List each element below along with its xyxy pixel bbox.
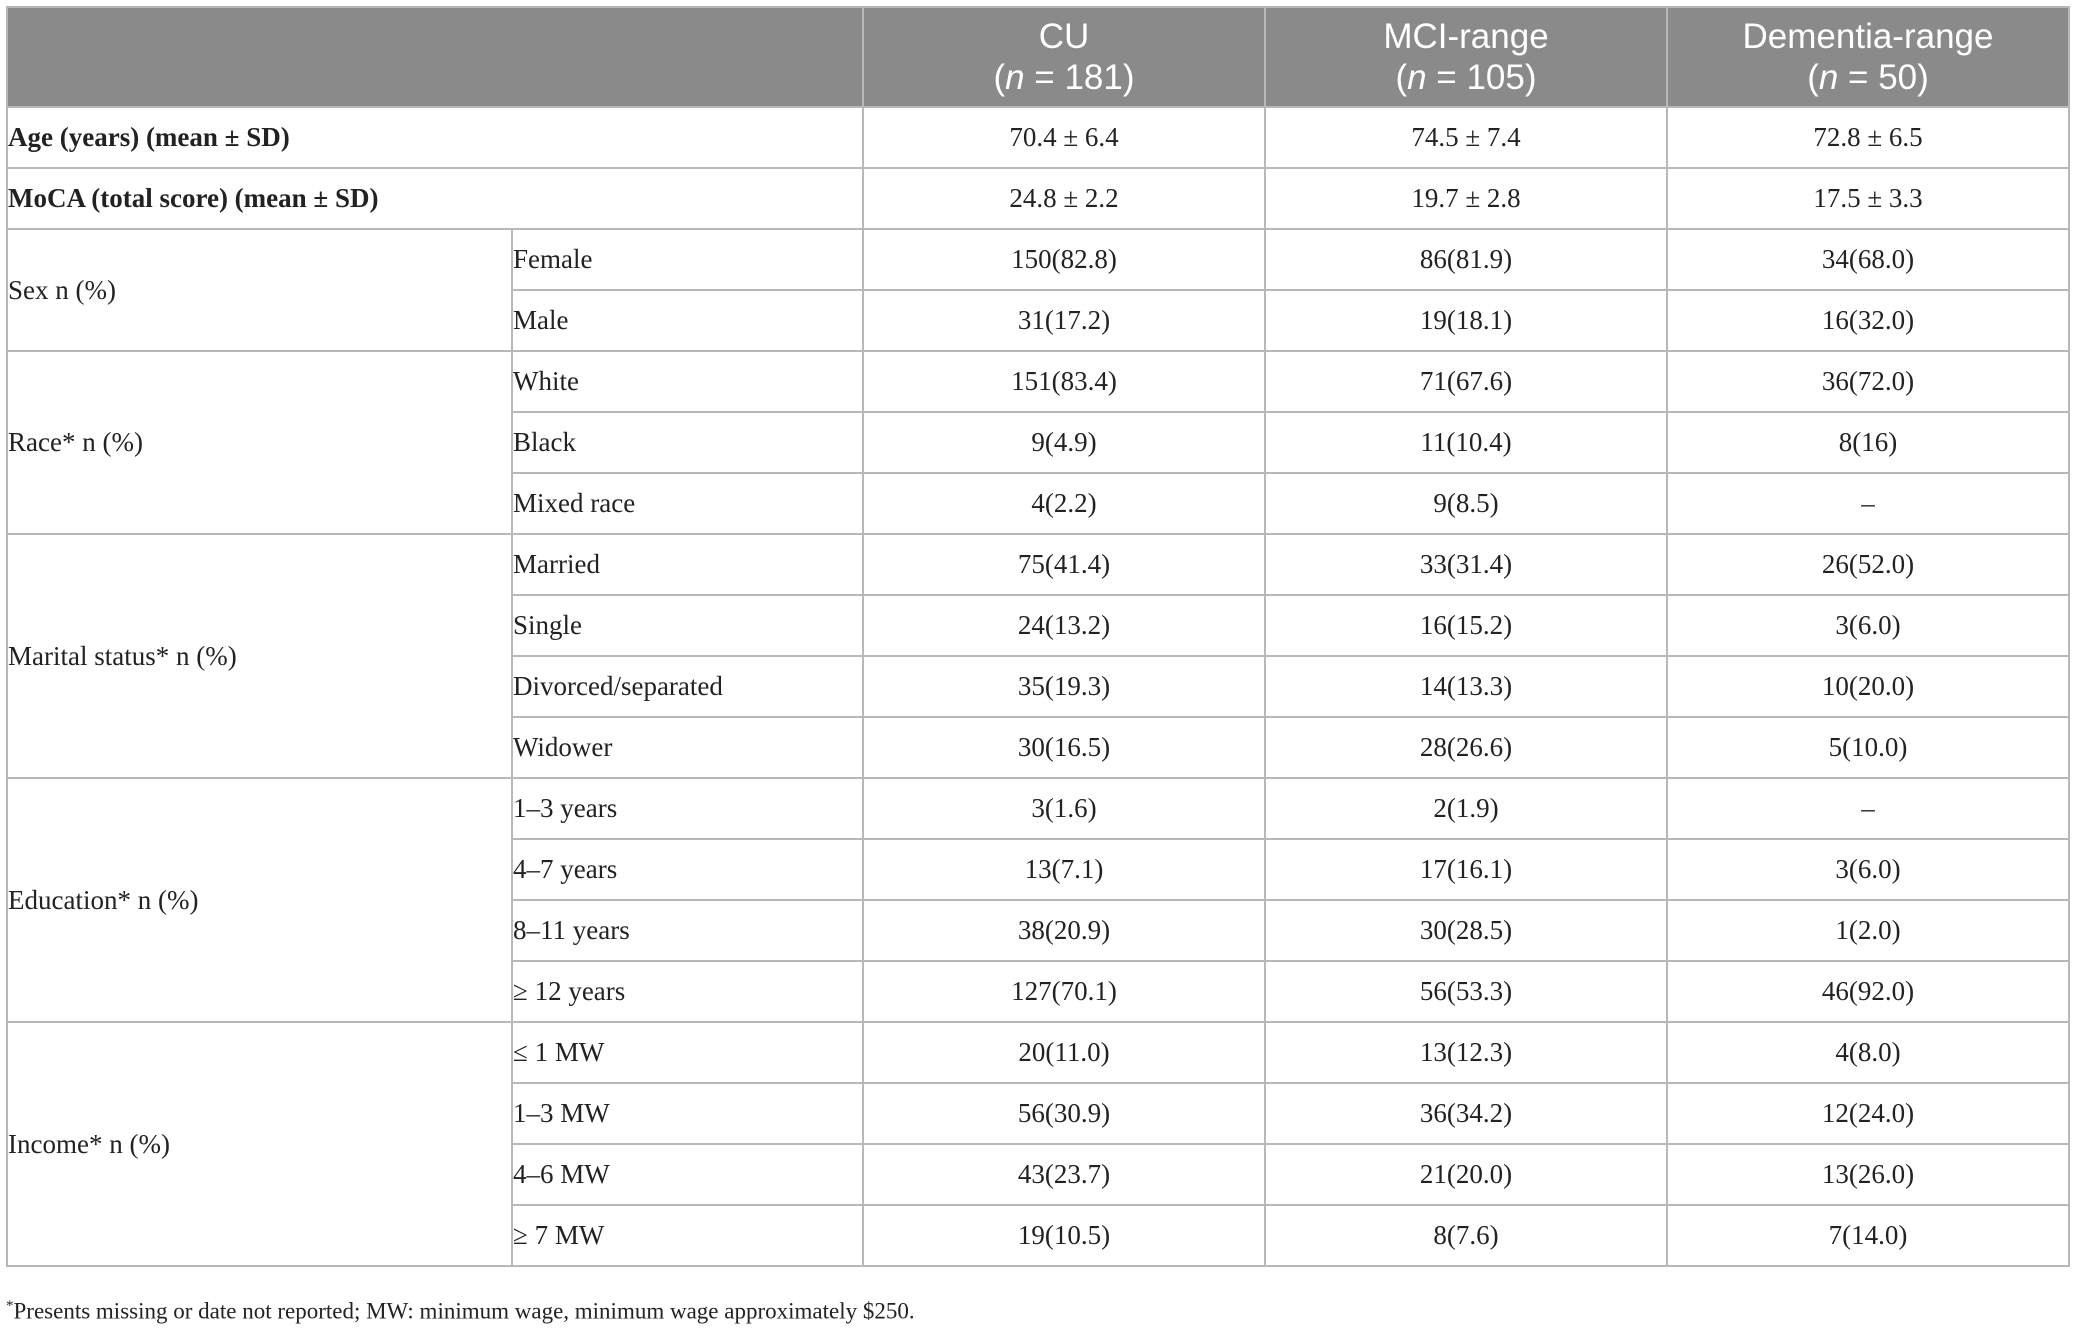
header-empty-cell <box>7 7 863 107</box>
group-label: Education* n (%) <box>7 778 512 1022</box>
header-label: MCI-range <box>1383 17 1549 56</box>
category-label: ≥ 12 years <box>512 961 863 1022</box>
category-label: 1–3 MW <box>512 1083 863 1144</box>
header-n: (n = 50) <box>1807 58 1929 97</box>
category-label: Divorced/separated <box>512 656 863 717</box>
value-cell: 26(52.0) <box>1667 534 2069 595</box>
value-cell: 150(82.8) <box>863 229 1265 290</box>
value-cell: 10(20.0) <box>1667 656 2069 717</box>
value-cell: 19(10.5) <box>863 1205 1265 1266</box>
value-cell: 43(23.7) <box>863 1144 1265 1205</box>
value-cell: 75(41.4) <box>863 534 1265 595</box>
value-cell: – <box>1667 473 2069 534</box>
value-cell: 72.8 ± 6.5 <box>1667 107 2069 168</box>
value-cell: 7(14.0) <box>1667 1205 2069 1266</box>
value-cell: 31(17.2) <box>863 290 1265 351</box>
summary-row <box>7 168 2069 229</box>
value-cell: 13(12.3) <box>1265 1022 1667 1083</box>
value-cell: – <box>1667 778 2069 839</box>
value-cell: 3(6.0) <box>1667 839 2069 900</box>
value-cell: 14(13.3) <box>1265 656 1667 717</box>
header-n: (n = 105) <box>1395 58 1537 97</box>
header-mci <box>1265 7 1667 107</box>
value-cell: 86(81.9) <box>1265 229 1667 290</box>
value-cell: 56(53.3) <box>1265 961 1667 1022</box>
category-label: White <box>512 351 863 412</box>
value-cell: 71(67.6) <box>1265 351 1667 412</box>
category-label: ≤ 1 MW <box>512 1022 863 1083</box>
value-cell: 5(10.0) <box>1667 717 2069 778</box>
category-label: 8–11 years <box>512 900 863 961</box>
footnote: *Presents missing or date not reported; MW: minimum wage, minimum wage approximately $250. <box>6 1298 915 1324</box>
value-cell: 30(28.5) <box>1265 900 1667 961</box>
category-label: Married <box>512 534 863 595</box>
value-cell: 16(32.0) <box>1667 290 2069 351</box>
value-cell: 20(11.0) <box>863 1022 1265 1083</box>
group-label: Sex n (%) <box>7 229 512 351</box>
category-label: Single <box>512 595 863 656</box>
value-cell: 11(10.4) <box>1265 412 1667 473</box>
value-cell: 74.5 ± 7.4 <box>1265 107 1667 168</box>
table-row <box>7 351 2069 412</box>
category-label: Male <box>512 290 863 351</box>
value-cell: 56(30.9) <box>863 1083 1265 1144</box>
table-row <box>7 1022 2069 1083</box>
category-label: ≥ 7 MW <box>512 1205 863 1266</box>
value-cell: 17.5 ± 3.3 <box>1667 168 2069 229</box>
category-label: 4–7 years <box>512 839 863 900</box>
value-cell: 9(8.5) <box>1265 473 1667 534</box>
table-row <box>7 229 2069 290</box>
group-label: Income* n (%) <box>7 1022 512 1266</box>
value-cell: 28(26.6) <box>1265 717 1667 778</box>
value-cell: 19.7 ± 2.8 <box>1265 168 1667 229</box>
category-label: 4–6 MW <box>512 1144 863 1205</box>
value-cell: 13(26.0) <box>1667 1144 2069 1205</box>
demographics-table <box>6 6 2070 1267</box>
value-cell: 13(7.1) <box>863 839 1265 900</box>
header-label: Dementia-range <box>1742 17 1994 56</box>
value-cell: 9(4.9) <box>863 412 1265 473</box>
value-cell: 127(70.1) <box>863 961 1265 1022</box>
category-label: Widower <box>512 717 863 778</box>
value-cell: 38(20.9) <box>863 900 1265 961</box>
table-row <box>7 778 2069 839</box>
value-cell: 36(72.0) <box>1667 351 2069 412</box>
header-dementia <box>1667 7 2069 107</box>
category-label: Female <box>512 229 863 290</box>
value-cell: 70.4 ± 6.4 <box>863 107 1265 168</box>
header-cu <box>863 7 1265 107</box>
group-label: Race* n (%) <box>7 351 512 534</box>
value-cell: 19(18.1) <box>1265 290 1667 351</box>
value-cell: 12(24.0) <box>1667 1083 2069 1144</box>
group-label: Marital status* n (%) <box>7 534 512 778</box>
value-cell: 4(2.2) <box>863 473 1265 534</box>
table-row <box>7 534 2069 595</box>
value-cell: 36(34.2) <box>1265 1083 1667 1144</box>
row-label: MoCA (total score) (mean ± SD) <box>7 168 863 229</box>
value-cell: 151(83.4) <box>863 351 1265 412</box>
value-cell: 30(16.5) <box>863 717 1265 778</box>
value-cell: 8(16) <box>1667 412 2069 473</box>
value-cell: 34(68.0) <box>1667 229 2069 290</box>
value-cell: 3(6.0) <box>1667 595 2069 656</box>
value-cell: 46(92.0) <box>1667 961 2069 1022</box>
value-cell: 1(2.0) <box>1667 900 2069 961</box>
value-cell: 8(7.6) <box>1265 1205 1667 1266</box>
category-label: Black <box>512 412 863 473</box>
value-cell: 35(19.3) <box>863 656 1265 717</box>
row-label: Age (years) (mean ± SD) <box>7 107 863 168</box>
value-cell: 4(8.0) <box>1667 1022 2069 1083</box>
category-label: Mixed race <box>512 473 863 534</box>
value-cell: 17(16.1) <box>1265 839 1667 900</box>
value-cell: 24(13.2) <box>863 595 1265 656</box>
summary-row <box>7 107 2069 168</box>
header-label: CU <box>1038 17 1090 56</box>
header-n: (n = 181) <box>993 58 1135 97</box>
value-cell: 16(15.2) <box>1265 595 1667 656</box>
value-cell: 21(20.0) <box>1265 1144 1667 1205</box>
value-cell: 24.8 ± 2.2 <box>863 168 1265 229</box>
category-label: 1–3 years <box>512 778 863 839</box>
value-cell: 3(1.6) <box>863 778 1265 839</box>
value-cell: 2(1.9) <box>1265 778 1667 839</box>
header-row <box>7 7 2069 107</box>
value-cell: 33(31.4) <box>1265 534 1667 595</box>
